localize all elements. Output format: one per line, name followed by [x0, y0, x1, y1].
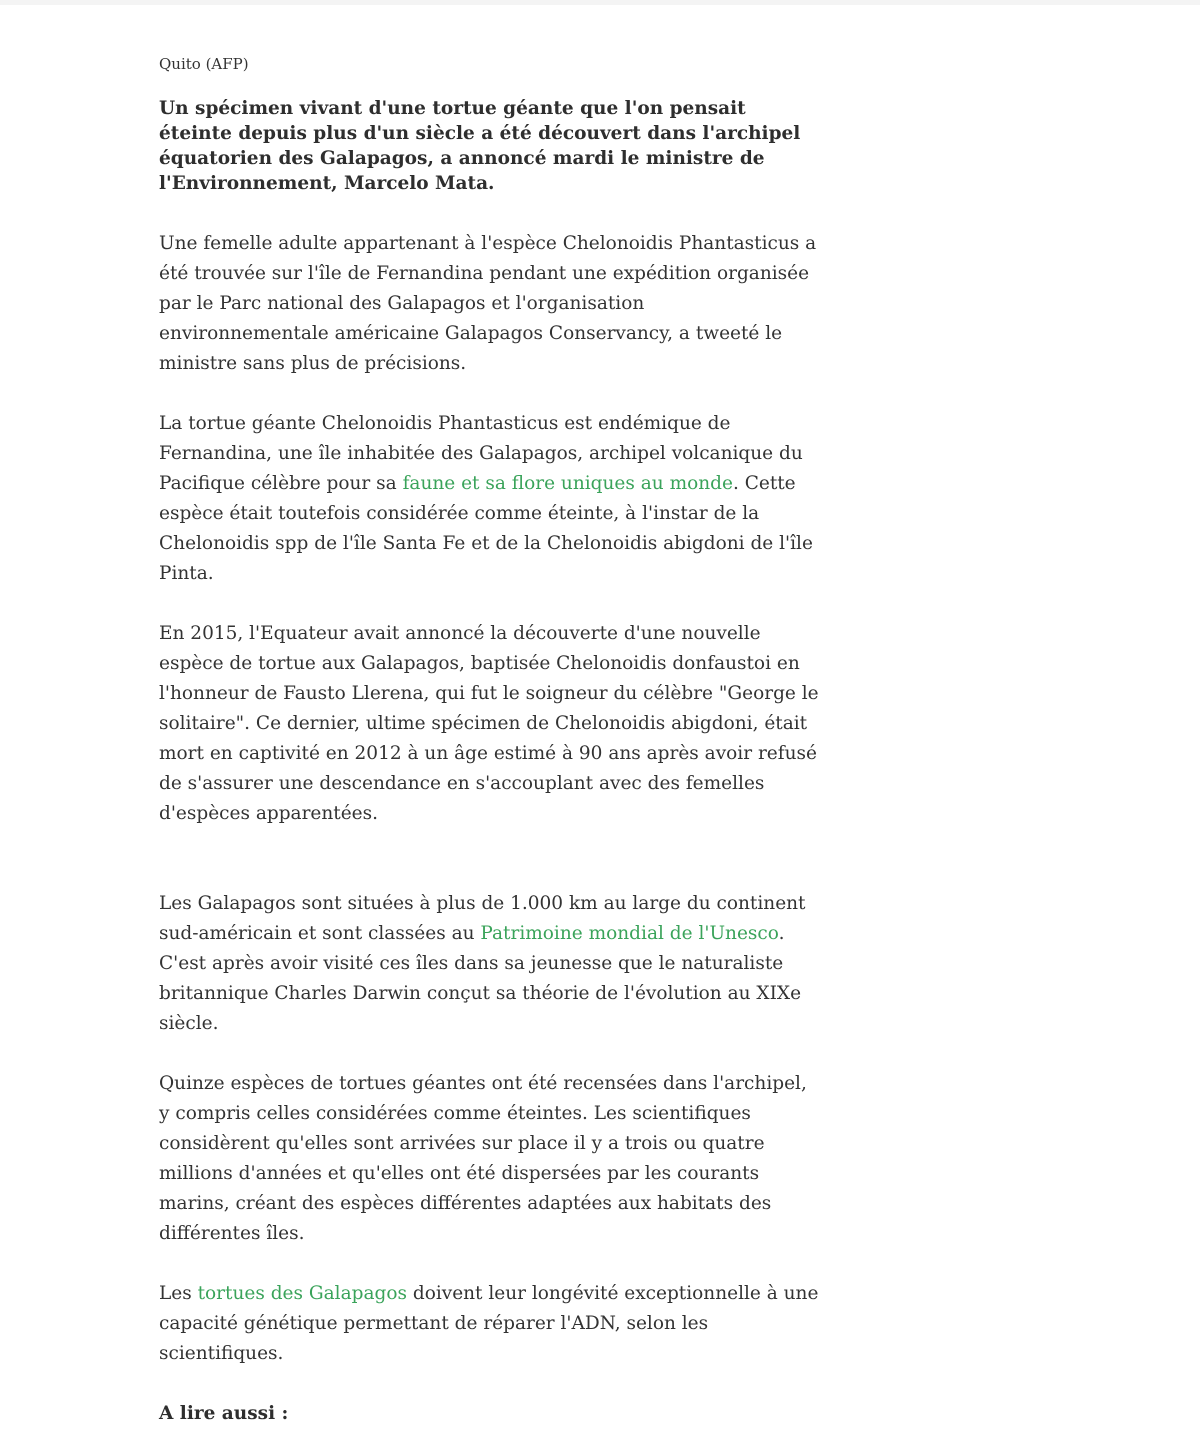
link-faune-flore[interactable]: faune et sa flore uniques au monde — [402, 473, 733, 494]
paragraph-3: En 2015, l'Equateur avait annoncé la découverte d'une nouvelle espèce de tortue aux Galapagos, baptisée Chelonoidis donfaustoi en l'honneur de Fausto Llerena, qui fut le soigneur du célèbre "George le solitaire". Ce dernier, ultime spécimen de Chelonoidis abigdoni, était mort en captivité en 2012 à un âge estimé à 90 ans après avoir refusé de s'assurer une descendance en s'accouplant avec des femelles d'espèces apparentées. — [159, 623, 819, 824]
article-lead: Un spécimen vivant d'une tortue géante que l'on pensait éteinte depuis plus d'un siècle a été découvert dans l'archipel équatorien des Galapagos, a annoncé mardi le ministre de l'Environnement, Marcelo Mata. — [159, 98, 801, 194]
paragraph-5: Quinze espèces de tortues géantes ont été recensées dans l'archipel, y compris celles considérées comme éteintes. Les scientifiques considèrent qu'elles sont arrivées sur place il y a trois ou quatre millions d'années et qu'elles ont été dispersées par les courants marins, créant des espèces différentes adaptées aux habitats des différentes îles. — [159, 1073, 807, 1244]
paragraph-6-text-before: Les — [159, 1283, 198, 1304]
paragraph-6 — [159, 1279, 819, 1369]
paragraph-4-text-before: Les Galapagos sont situées à plus de 1.000 km au large du continent sud-américain et sont classées au — [159, 893, 806, 944]
paragraph-2-text-after: . Cette espèce était toutefois considérée comme éteinte, à l'instar de la Chelonoidis spp de l'île Santa Fe et de la Chelonoidis abigdoni de l'île Pinta. — [159, 473, 813, 584]
dateline: Quito (AFP) — [159, 55, 249, 73]
top-strip — [0, 0, 1200, 5]
link-tortues-galapagos[interactable]: tortues des Galapagos — [197, 1283, 407, 1304]
paragraph-6-text-after: doivent leur longévité exceptionnelle à une capacité génétique permettant de réparer l'ADN, selon les scientifiques. — [159, 1283, 819, 1364]
paragraph-4-text-after: . C'est après avoir visité ces îles dans sa jeunesse que le naturaliste britannique Charles Darwin conçut sa théorie de l'évolution au XIXe siècle. — [159, 923, 802, 1034]
read-also-heading: A lire aussi : — [159, 1403, 289, 1424]
article-body — [159, 52, 819, 1429]
paragraph-4 — [159, 889, 819, 1039]
paragraph-1: Une femelle adulte appartenant à l'espèce Chelonoidis Phantasticus a été trouvée sur l'île de Fernandina pendant une expédition organisée par le Parc national des Galapagos et l'organisation environnementale américaine Galapagos Conservancy, a tweeté le ministre sans plus de précisions. — [159, 233, 817, 374]
paragraph-2 — [159, 409, 819, 589]
link-patrimoine-unesco[interactable]: Patrimoine mondial de l'Unesco — [480, 923, 779, 944]
paragraph-2-text-before: La tortue géante Chelonoidis Phantasticus est endémique de Fernandina, une île inhabitée des Galapagos, archipel volcanique du Pacifique célèbre pour sa — [159, 413, 803, 494]
